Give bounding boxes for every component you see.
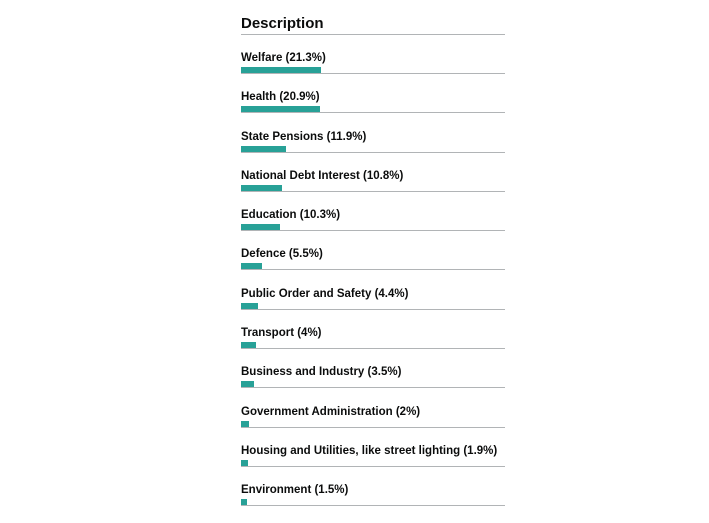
row-divider [241,466,505,467]
bar-row [241,287,505,326]
row-divider [241,505,505,506]
bar-label: Government Administration (2%) [241,405,421,418]
row-divider [241,191,505,192]
bar-row [241,365,505,404]
bar-label: State Pensions (11.9%) [241,130,367,143]
bar-row [241,90,505,129]
bar-label: Health (20.9%) [241,91,320,104]
bar-label: Transport (4%) [241,327,322,340]
bar-rows [241,51,505,523]
row-divider [241,269,505,270]
bar-row [241,247,505,286]
bar-row [241,405,505,444]
bar-label: Housing and Utilities, like street lighting (1.9%) [241,444,498,457]
bar-row [241,169,505,208]
chart-header [241,14,505,35]
chart-title: Description [241,15,324,32]
bar-row [241,208,505,247]
row-divider [241,112,505,113]
row-divider [241,348,505,349]
bar-label: Business and Industry (3.5%) [241,366,402,379]
row-divider [241,387,505,388]
row-divider [241,152,505,153]
row-divider [241,230,505,231]
bar-label: Defence (5.5%) [241,248,323,261]
bar-label: National Debt Interest (10.8%) [241,169,404,182]
bar-label: Public Order and Safety (4.4%) [241,287,409,300]
bar-row [241,51,505,90]
bar-label: Education (10.3%) [241,209,341,222]
bar-label: Welfare (21.3%) [241,52,326,64]
row-divider [241,427,505,428]
bar-row [241,130,505,169]
bar-row [241,444,505,483]
bar-label: Environment (1.5%) [241,484,349,497]
row-divider [241,73,505,74]
bar-row [241,326,505,365]
bar-row [241,483,505,522]
chart-container [241,14,505,523]
row-divider [241,309,505,310]
